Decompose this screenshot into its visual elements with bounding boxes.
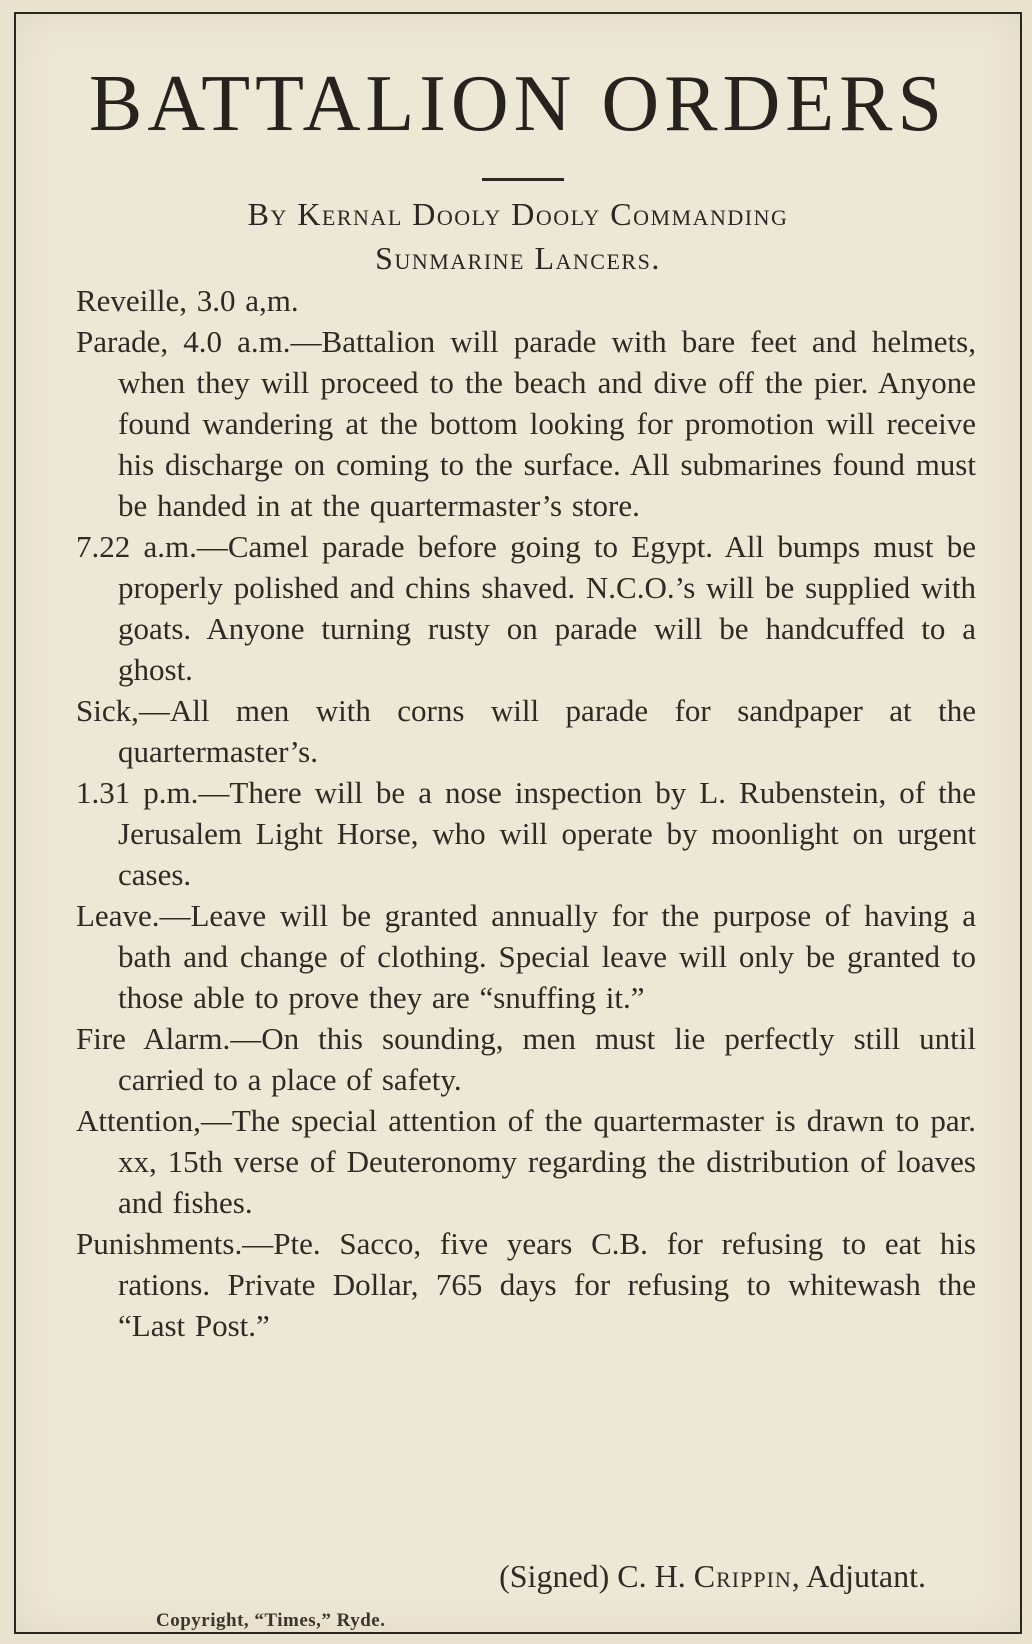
signature-name: Crippin [693,1558,792,1594]
orders-list [76,280,976,1346]
order-leave: Leave.—Leave will be granted annually for the purpose of having a bath and change of clothing. Special leave will only be granted to those able to prove they are “snuffing it.” [76,898,976,1015]
order-camel-parade: 7.22 a.m.—Camel parade before going to Egypt. All bumps must be properly polished and chins shaved. N.C.O.’s will be supplied with goats. Anyone turning rusty on parade will be handcuffed to a ghost. [76,529,976,687]
signature-suffix: , Adjutant. [791,1558,926,1594]
order-parade: Parade, 4.0 a.m.—Battalion will parade with bare feet and helmets, when they will proceed to the beach and dive off the pier. Anyone found wandering at the bottom looking for promotion will receive his discharge on coming to the surface. All submarines found must be handed in at the quartermaster’s store. [76,324,976,523]
order-punishments: Punishments.—Pte. Sacco, five years C.B. for refusing to eat his rations. Private Dollar, 765 days for refusing to whitewash the “Last Post.” [76,1226,976,1343]
orders-card [14,12,1022,1634]
order-reveille: Reveille, 3.0 a,m. [76,283,299,318]
copyright-notice: Copyright, “Times,” Ryde. [156,1610,386,1631]
title-divider [482,178,564,181]
signature [499,1558,926,1595]
page-title: BATTALION ORDERS [88,60,948,148]
order-fire-alarm: Fire Alarm.—On this sounding, men must lie perfectly still until carried to a place of safety. [76,1021,976,1097]
signature-prefix: (Signed) C. H. [499,1558,686,1594]
order-sick: Sick,—All men with corns will parade for sandpaper at the quartermaster’s. [76,693,976,769]
order-attention: Attention,—The special attention of the quartermaster is drawn to par. xx, 15th verse of Deuteronomy regarding the distribution of loaves and fishes. [76,1103,976,1220]
byline-line-1: By Kernal Dooly Dooly Commanding [247,196,789,232]
byline-line-2: Sunmarine Lancers. [375,240,661,276]
byline [16,192,1020,280]
order-nose-inspection: 1.31 p.m.—There will be a nose inspection by L. Rubenstein, of the Jerusalem Light Horse, who will operate by moonlight on urgent cases. [76,775,976,892]
